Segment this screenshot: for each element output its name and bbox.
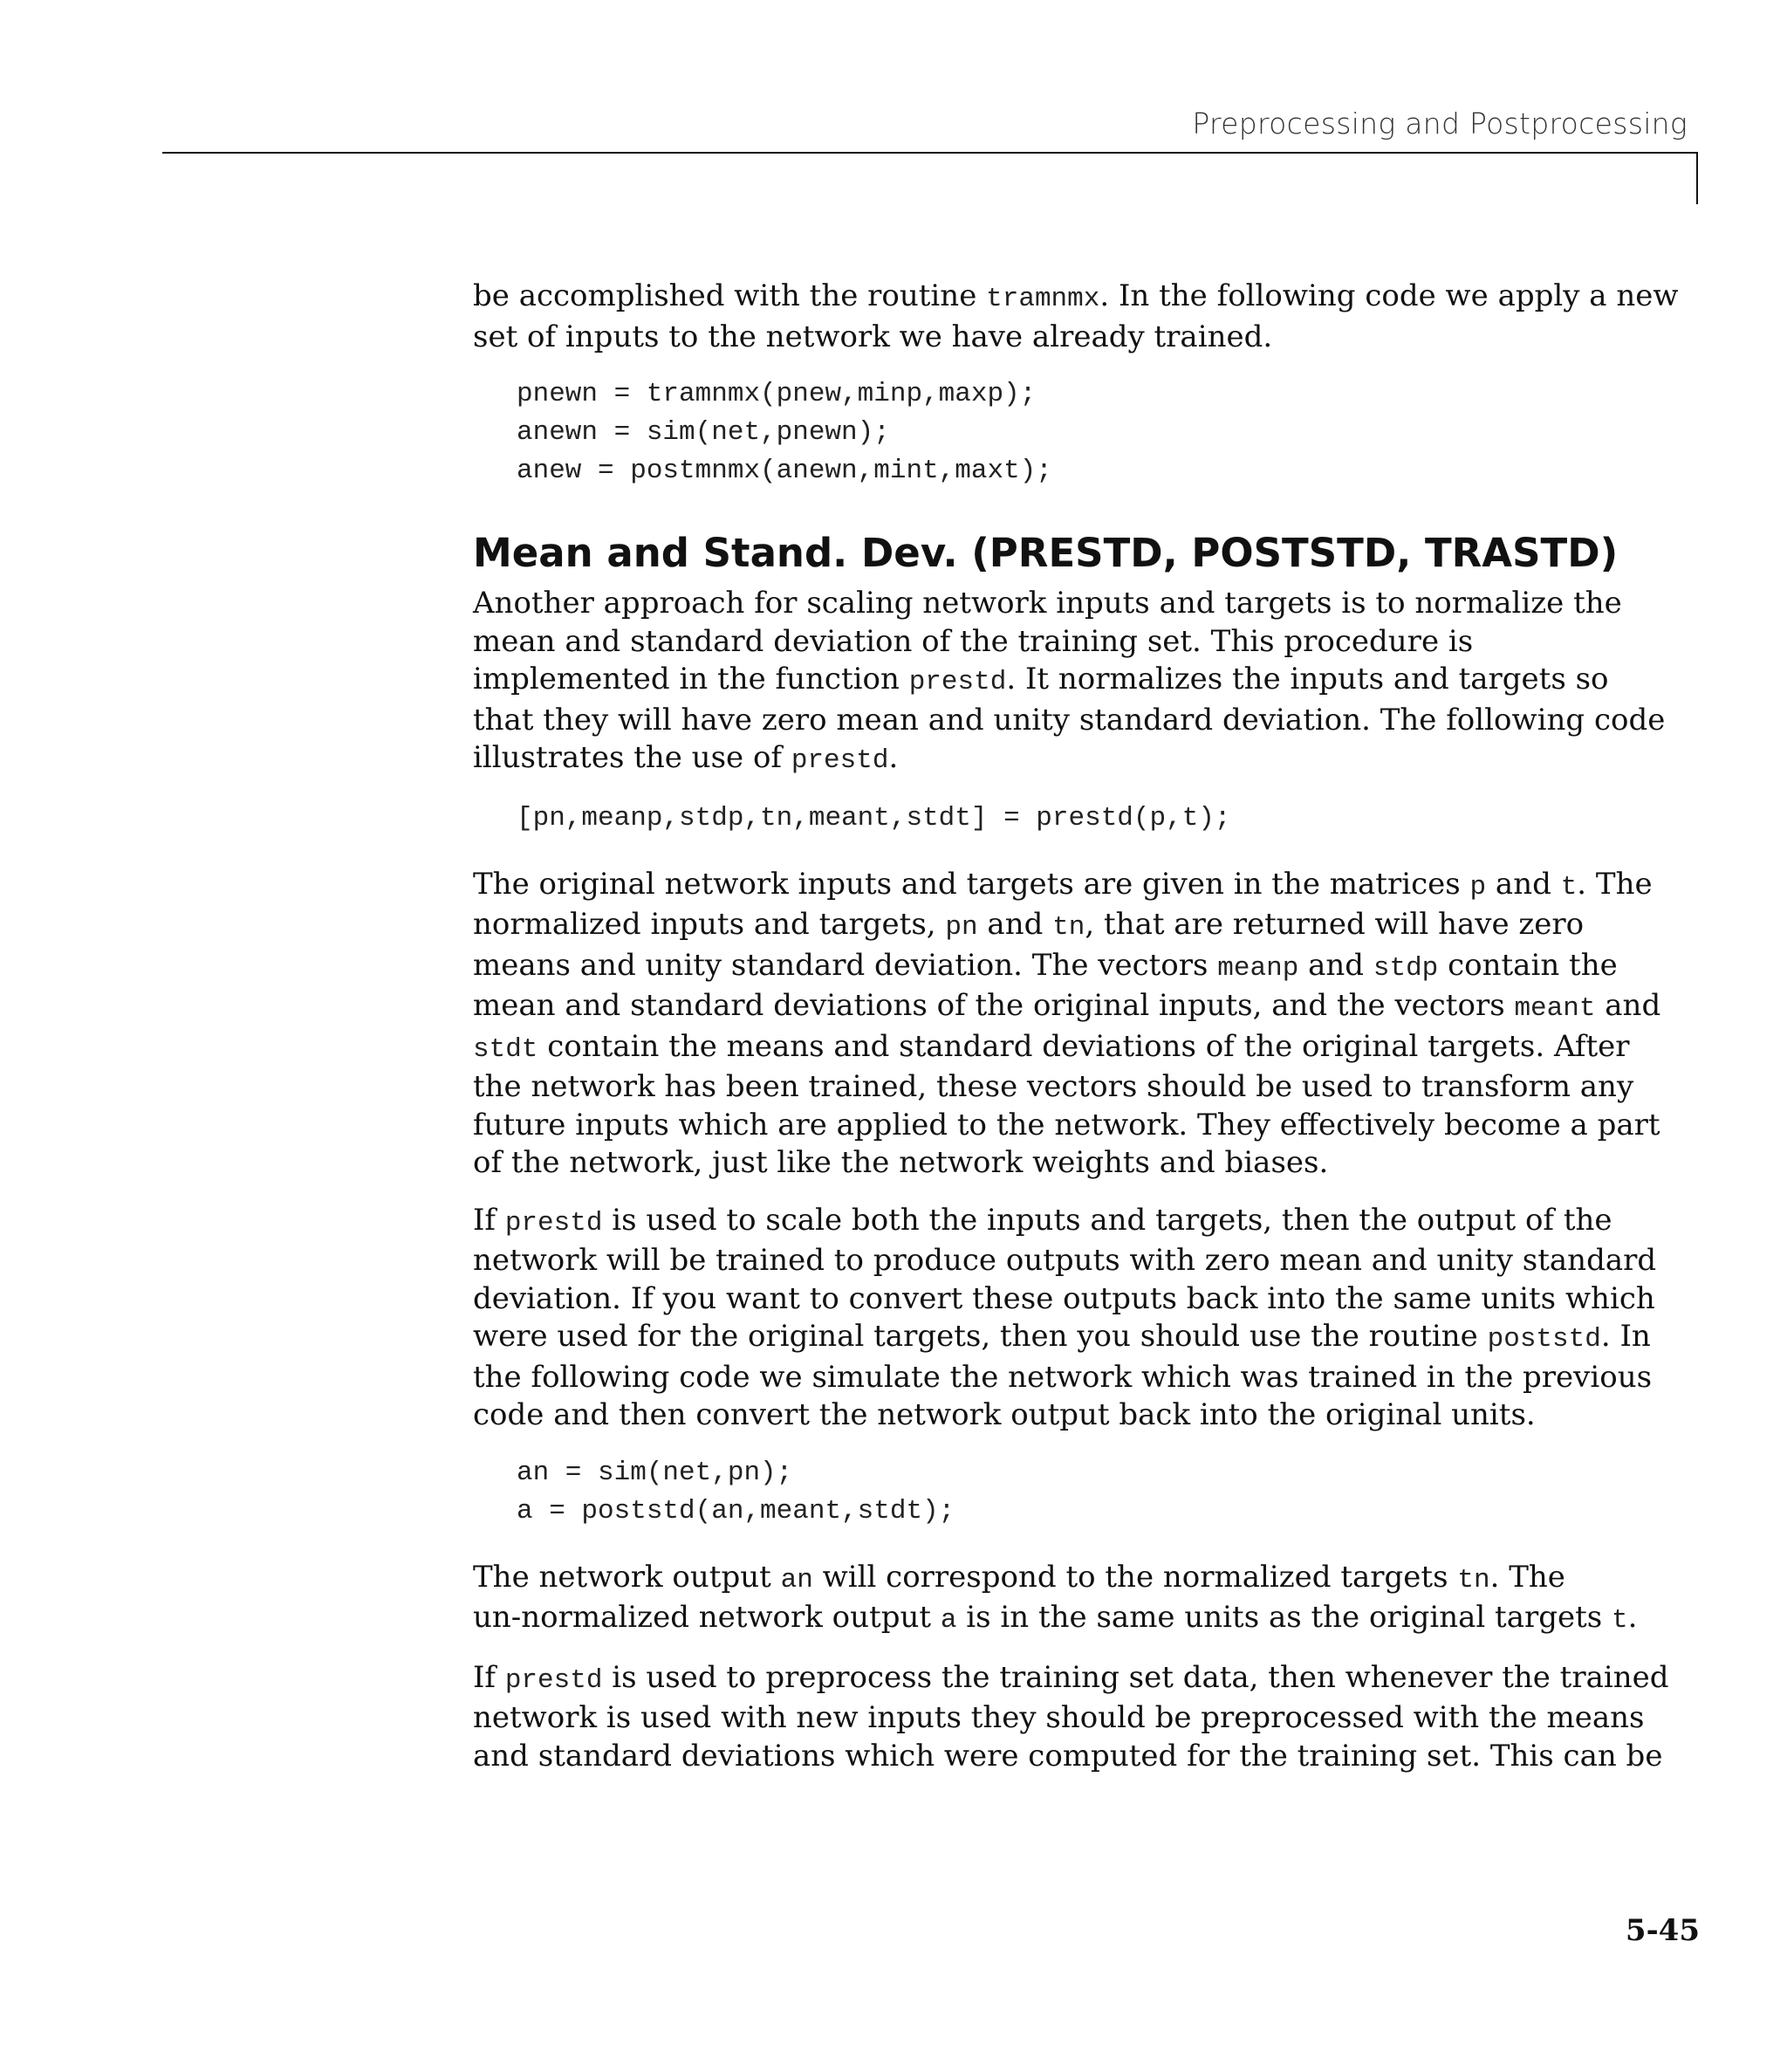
page-body	[473, 278, 1712, 1794]
inline-code: prestd	[791, 745, 889, 776]
code-line: anewn = sim(net,pnewn);	[517, 417, 890, 448]
inline-code: stdt	[473, 1033, 538, 1065]
paragraph-output	[473, 1559, 1712, 1640]
inline-code: prestd	[908, 667, 1007, 697]
text: Another approach for scaling network inputs and targets is to normalize the mean and standard deviation of the training set. This procedure is implemented in the function	[473, 586, 1622, 696]
text: and	[1486, 866, 1561, 902]
inline-code: stdp	[1373, 952, 1439, 984]
text: will correspond to the normalized targets	[812, 1559, 1458, 1595]
inline-code: t	[1612, 1605, 1628, 1636]
code-line: an = sim(net,pn);	[517, 1457, 793, 1488]
code-block-prestd	[517, 799, 1712, 838]
inline-code: tn	[1052, 912, 1085, 943]
text: The original network inputs and targets are given in the matrices	[473, 866, 1470, 902]
inline-code: poststd	[1487, 1324, 1601, 1355]
inline-code: prestd	[504, 1207, 603, 1238]
code-line: pnewn = tramnmx(pnew,minp,maxp);	[517, 379, 1037, 409]
code-block-poststd	[517, 1454, 1712, 1531]
inline-code: an	[780, 1564, 813, 1595]
header-rule	[162, 152, 1698, 154]
inline-code: p	[1469, 871, 1487, 902]
page-number: 5-45	[1625, 1913, 1700, 1948]
inline-code: prestd	[504, 1664, 603, 1696]
text: is used to preprocess the training set data, then whenever the trained network is used with new inputs they should be preprocessed with the means and standard deviations which were computed for the training set. This can be	[473, 1659, 1669, 1774]
paragraph-vectors	[473, 866, 1712, 1183]
intro-paragraph	[473, 278, 1712, 356]
text: . In the following code we apply a new set of inputs to the network we have already trained.	[473, 278, 1679, 354]
text: and	[1605, 988, 1661, 1023]
text: If	[473, 1202, 505, 1238]
text: and	[1298, 947, 1373, 983]
section-heading: Mean and Stand. Dev. (PRESTD, POSTSTD, TRASTD)	[473, 530, 1619, 576]
text: , that are returned will have zero means and unity standard deviation. The vectors	[473, 907, 1585, 983]
text: If	[473, 1659, 505, 1695]
inline-code: meanp	[1217, 952, 1299, 984]
header-rule-tick	[1696, 152, 1698, 204]
inline-code: pn	[945, 912, 978, 943]
inline-code: a	[940, 1605, 957, 1636]
text: is in the same units as the original targets	[956, 1600, 1612, 1635]
text: .	[1627, 1600, 1638, 1635]
text: .	[888, 740, 899, 775]
text: contain the means and standard deviations of the original targets. After the network has been trained, these vectors should be used to transform any future inputs which are applied to the network. They effectively become a part of the network, just like the network weights and biases.	[473, 1028, 1660, 1180]
text: . It normalizes the inputs and targets so that they will have zero mean and unity standard deviation. The following code illustrates the use of	[473, 662, 1666, 775]
text: The network output	[473, 1559, 781, 1595]
inline-code: t	[1560, 871, 1578, 902]
running-header: Preprocessing and Postprocessing	[1192, 106, 1688, 141]
code-block-tramnmx	[517, 375, 1712, 491]
code-line: anew = postmnmx(anewn,mint,maxt);	[517, 456, 1052, 486]
text: is used to scale both the inputs and targets, then the output of the network will be trained to produce outputs with zero mean and unity standard deviation. If you want to convert these outputs back into the same units which were used for the original targets, then you should use the routine	[473, 1202, 1657, 1354]
text: contain the mean and standard deviations of the original inputs, and the vectors	[473, 947, 1618, 1023]
paragraph-preprocess	[473, 1659, 1712, 1776]
inline-code: meant	[1514, 993, 1596, 1024]
text: . In the following code we simulate the network which was trained in the previous code and then convert the network output back into the original units.	[473, 1319, 1653, 1432]
inline-code: tn	[1457, 1564, 1490, 1595]
code-line: [pn,meanp,stdp,tn,meant,stdt] = prestd(p,t);	[517, 802, 1231, 834]
code-line: a = poststd(an,meant,stdt);	[517, 1495, 955, 1527]
text: . The un-normalized network output	[473, 1559, 1565, 1635]
text: be accomplished with the routine	[473, 278, 987, 313]
text: . The normalized inputs and targets,	[473, 866, 1653, 942]
paragraph-prestd-intro	[473, 585, 1712, 780]
inline-code: tramnmx	[986, 284, 1100, 314]
paragraph-poststd	[473, 1202, 1712, 1435]
text: and	[977, 907, 1053, 942]
